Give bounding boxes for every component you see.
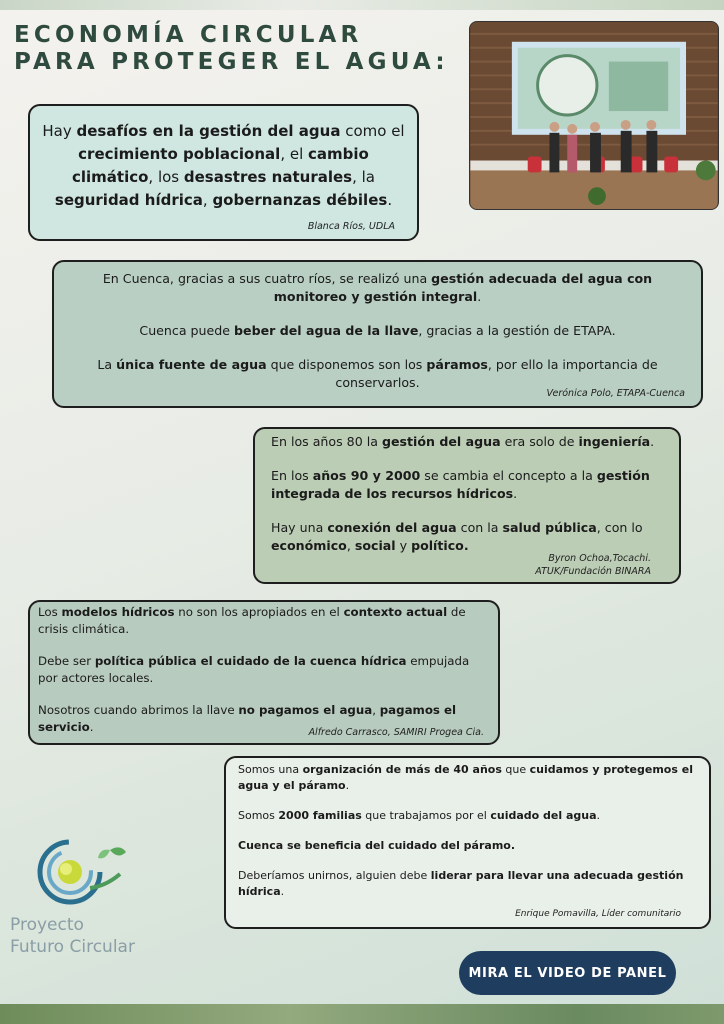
quote-paragraph: Cuenca puede beber del agua de la llave, gracias a la gestión de ETAPA. bbox=[139, 323, 616, 338]
quote-text: Hay desafíos en la gestión del agua como el crecimiento poblacional, el cambio climático, los desastres naturales, la seguridad hídrica, gobernanzas débiles. bbox=[42, 122, 405, 209]
bottom-decorative-band bbox=[0, 1004, 724, 1024]
quote-paragraph: En los años 80 la gestión del agua era solo de ingeniería. bbox=[271, 434, 655, 449]
top-decorative-band bbox=[0, 0, 724, 10]
quote-paragraph: La única fuente de agua que disponemos son los páramos, por ello la importancia de conservarlos. bbox=[97, 357, 658, 390]
quote-box-veronica-polo bbox=[52, 260, 703, 408]
title-line-1: ECONOMÍA CIRCULAR bbox=[14, 22, 363, 48]
quote-author: Enrique Pomavilla, Líder comunitario bbox=[515, 909, 681, 919]
logo-text: Proyecto Futuro Circular bbox=[10, 915, 135, 957]
quote-box-alfredo-carrasco bbox=[28, 600, 500, 745]
quote-author: Verónica Polo, ETAPA-Cuenca bbox=[546, 388, 685, 399]
quote-paragraph: Los modelos hídricos no son los apropiados en el contexto actual de crisis climática. bbox=[38, 605, 466, 636]
quote-author: Blanca Ríos, UDLA bbox=[307, 221, 395, 232]
watch-panel-video-button[interactable]: MIRA EL VIDEO DE PANEL bbox=[459, 951, 676, 995]
quote-paragraph: En los años 90 y 2000 se cambia el concepto a la gestión integrada de los recursos hídricos. bbox=[271, 468, 650, 501]
quote-paragraph: Cuenca se beneficia del cuidado del páramo. bbox=[238, 839, 516, 852]
quote-box-enrique-pomavilla bbox=[224, 756, 711, 929]
page-title bbox=[14, 22, 464, 76]
title-line-2: PARA PROTEGER EL AGUA: bbox=[14, 49, 449, 75]
quote-paragraph: Somos una organización de más de 40 años que cuidamos y protegemos el agua y el páramo. bbox=[238, 763, 693, 792]
circular-leaf-icon bbox=[28, 836, 138, 912]
panel-photo bbox=[469, 21, 719, 210]
quote-paragraph: Somos 2000 familias que trabajamos por el cuidado del agua. bbox=[238, 809, 601, 822]
quote-box-byron-ochoa bbox=[253, 427, 681, 584]
quote-paragraph: En Cuenca, gracias a sus cuatro ríos, se realizó una gestión adecuada del agua con monitoreo y gestión integral. bbox=[102, 271, 653, 304]
quote-paragraph: Hay una conexión del agua con la salud pública, con lo económico, social y político. bbox=[271, 520, 643, 553]
quote-paragraph: Deberíamos unirnos, alguien debe liderar para llevar una adecuada gestión hídrica. bbox=[238, 869, 684, 898]
quote-box-blanca-rios bbox=[28, 104, 419, 241]
quote-paragraph: Debe ser política pública el cuidado de la cuenca hídrica empujada por actores locales. bbox=[38, 654, 470, 685]
quote-author: Alfredo Carrasco, SAMIRI Progea Cia. bbox=[308, 727, 484, 738]
quote-author: Byron Ochoa,Tocachi. ATUK/Fundación BINARA bbox=[535, 553, 651, 577]
quote-paragraph: Nosotros cuando abrimos la llave no pagamos el agua, pagamos el servicio. bbox=[38, 703, 457, 734]
proyecto-futuro-circular-logo bbox=[10, 836, 170, 966]
